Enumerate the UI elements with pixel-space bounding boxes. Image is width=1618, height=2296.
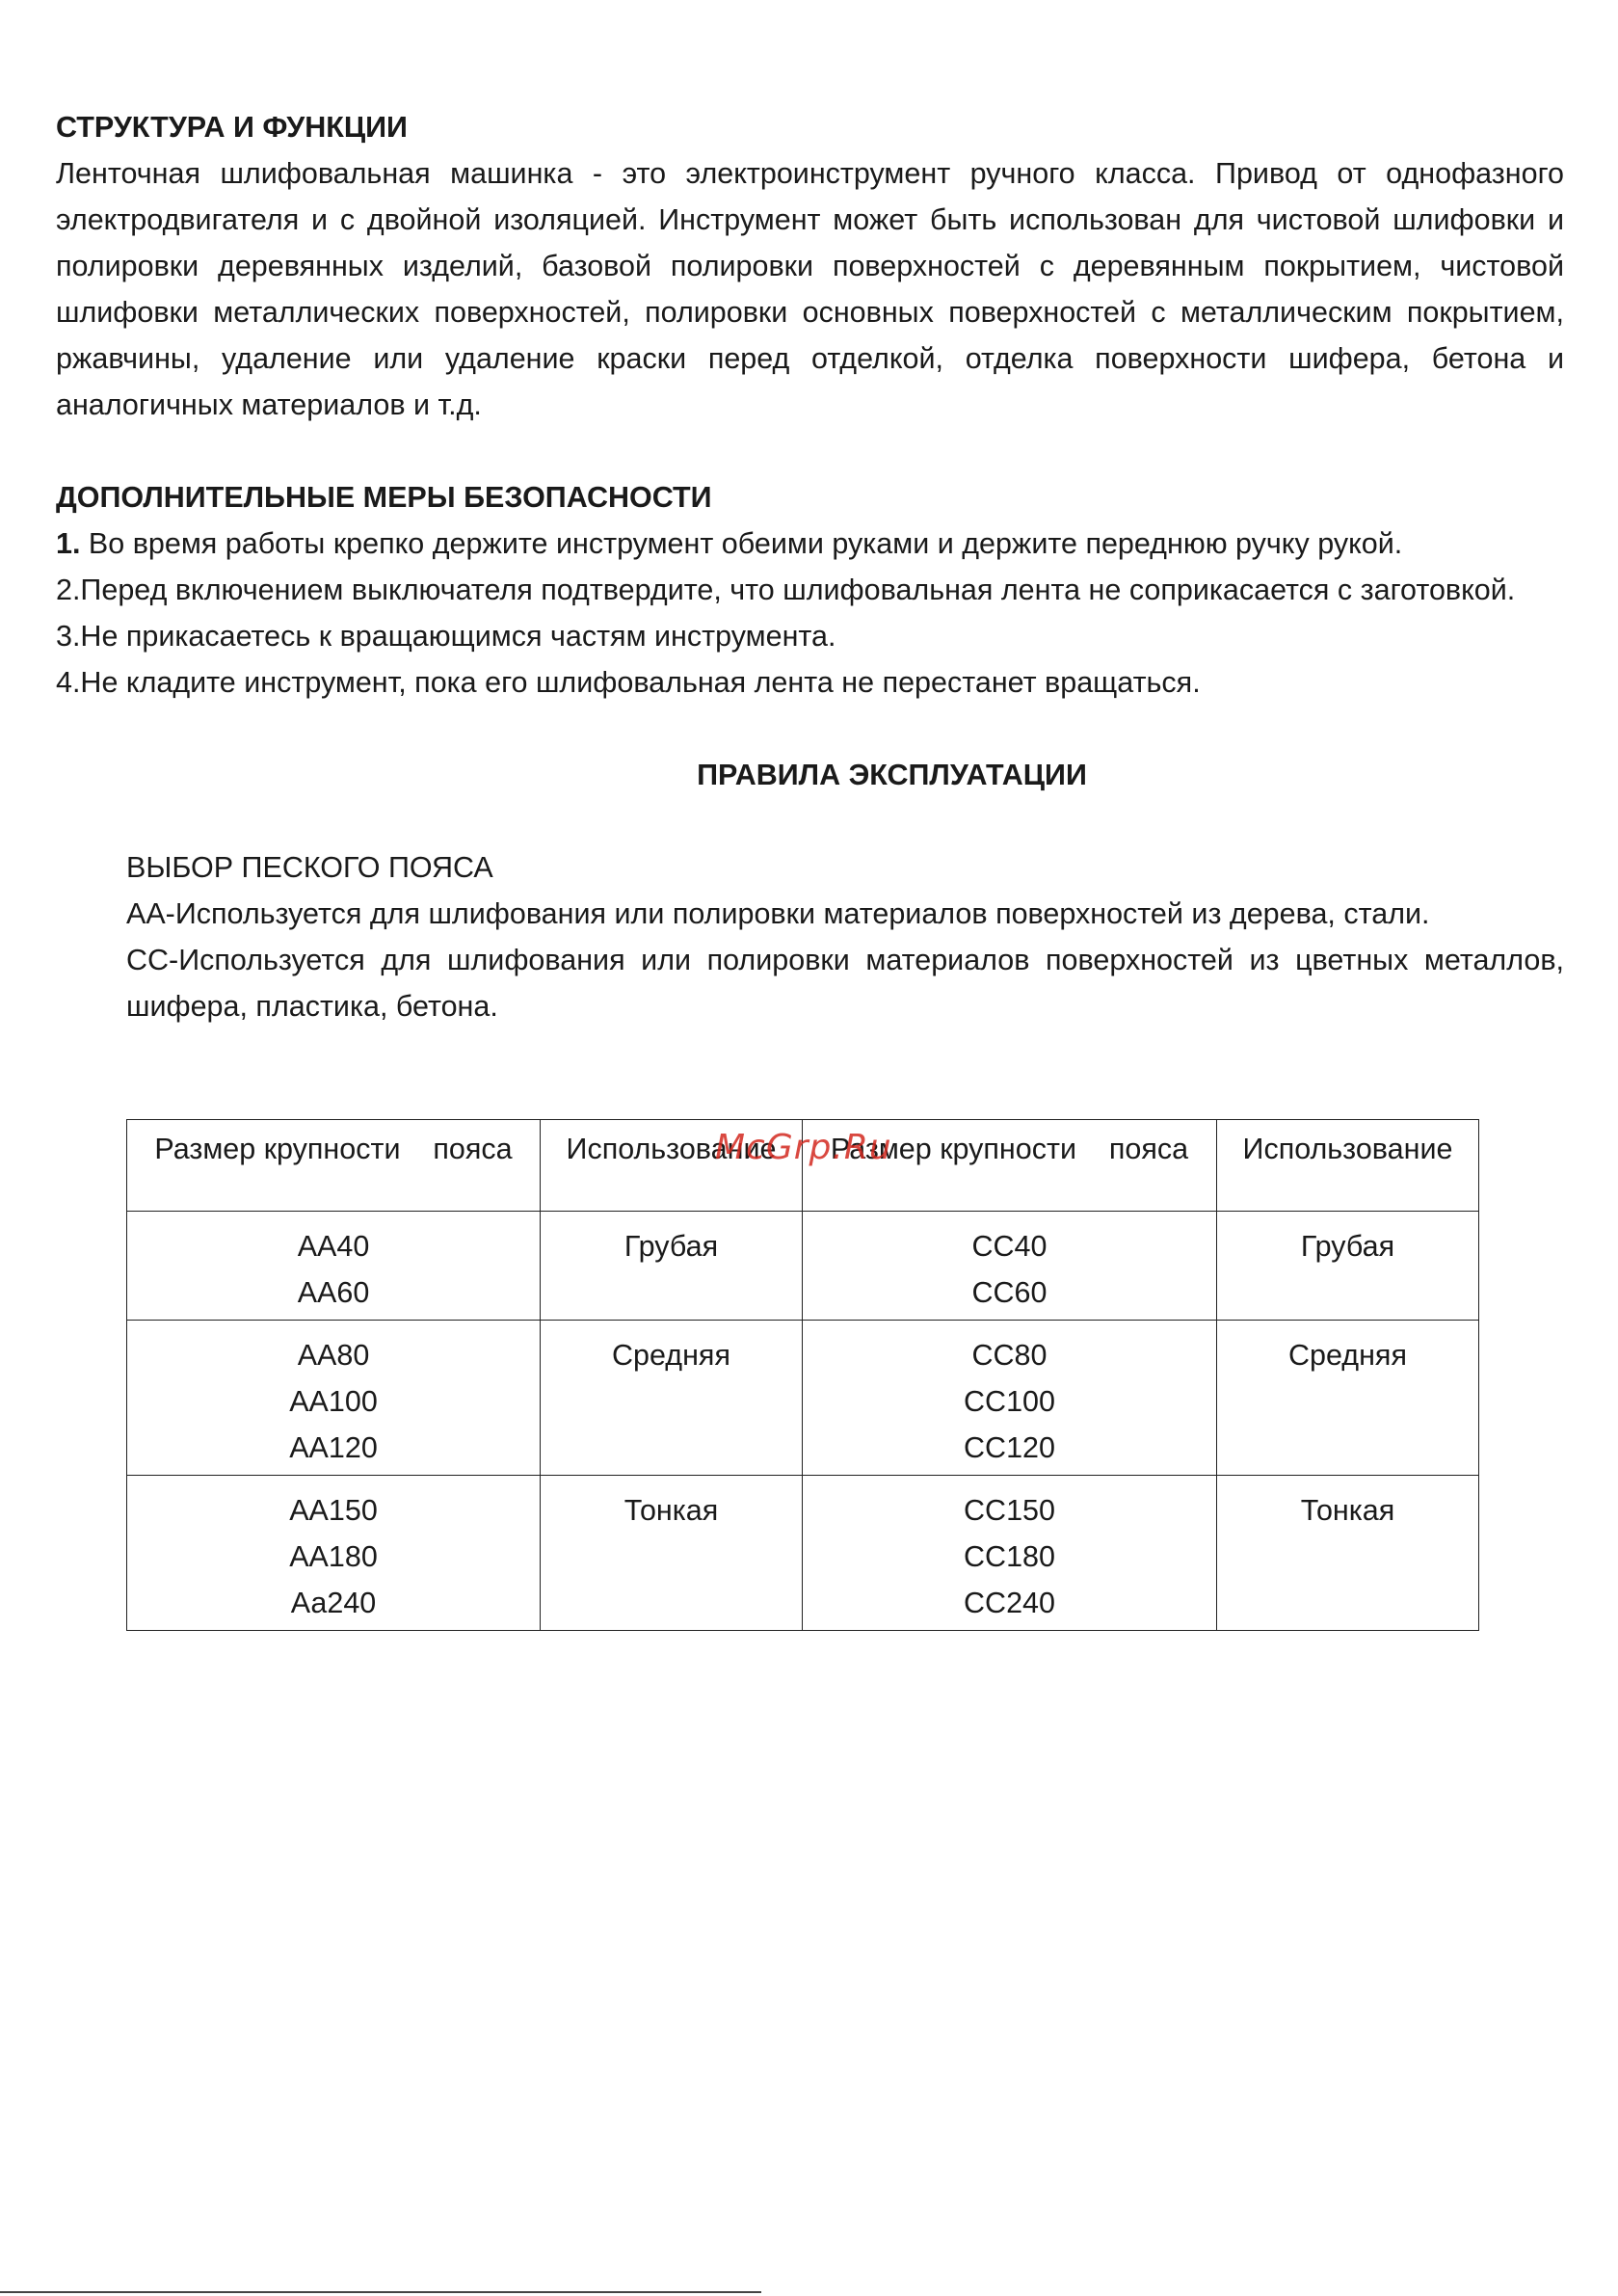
table-row [127,1476,1479,1631]
table-row [127,1321,1479,1476]
aa-grit-cell [127,1212,541,1321]
grit-value: СС180 [964,1540,1055,1573]
belt-aa-description: АА-Используется для шлифования или полировки материалов поверхностей из дерева, стали. [126,897,1430,930]
belt-cc-description: СС-Используется для шлифования или полировки материалов поверхностей из цветных металлов, шифера, пластика, бетона. [126,944,1564,1023]
aa-grit-cell [127,1321,541,1476]
grit-value: СС120 [964,1431,1055,1464]
section-title-operation: ПРАВИЛА ЭКСПЛУАТАЦИИ [697,759,1087,791]
safety-item-4: 4.Не кладите инструмент, пока его шлифовальная лента не перестанет вращаться. [56,666,1201,699]
table-row [127,1212,1479,1321]
header-cc-use: Использование [1217,1120,1479,1212]
grit-value: АА120 [289,1431,378,1464]
aa-use-cell: Тонкая [541,1476,803,1631]
grit-value: СС240 [964,1587,1055,1619]
grit-value: СС60 [971,1276,1048,1309]
grit-value: АА100 [289,1385,378,1418]
cc-grit-cell [803,1476,1217,1631]
header-aa-size: Размер крупности пояса [127,1120,541,1212]
grit-value: СС40 [971,1230,1048,1263]
header-cc-size: Размер крупности пояса [803,1120,1217,1212]
aa-use-cell: Грубая [541,1212,803,1321]
grit-value: СС100 [964,1385,1055,1418]
safety-item-1-number: 1. [56,527,81,560]
safety-item-1 [56,521,1564,567]
cc-grit-cell [803,1321,1217,1476]
grit-value: Аа240 [290,1587,377,1619]
grit-value: СС150 [964,1494,1055,1527]
belt-selection-subtitle: ВЫБОР ПЕСКОГО ПОЯСА [126,851,493,884]
document-page [56,104,1564,1029]
grit-value: АА80 [297,1339,370,1372]
aa-use-cell: Средняя [541,1321,803,1476]
aa-grit-cell [127,1476,541,1631]
cc-use-cell: Средняя [1217,1321,1479,1476]
grit-value: АА40 [297,1230,370,1263]
section-title-structure: СТРУКТУРА И ФУНКЦИИ [56,111,408,144]
grit-value: СС80 [971,1339,1048,1372]
grit-table [126,1119,1479,1631]
section-body-structure: Ленточная шлифовальная машинка - это электроинструмент ручного класса. Привод от однофазного электродвигателя и с двойной изоляцией. Инструмент может быть использован для чистовой шлифовки и полировки деревянных изделий, базовой полировки поверхностей с деревянным покрытием, чистовой шлифовки металлических поверхностей, полировки основных поверхностей с металлическим покрытием, ржавчины, удаление или удаление краски перед отделкой, отделка поверхности шифера, бетона и аналогичных материалов и т.д. [56,157,1564,421]
grit-value: АА60 [297,1276,370,1309]
safety-item-2: 2.Перед включением выключателя подтвердите, что шлифовальная лента не соприкасается с заготовкой. [56,574,1516,606]
cc-use-cell: Грубая [1217,1212,1479,1321]
safety-item-1-text: Во время работы крепко держите инструмент обеими руками и держите переднюю ручку рукой. [80,527,1403,560]
grit-value: АА180 [289,1540,378,1573]
belt-selection-block [126,844,1564,1029]
footer-divider [0,2291,761,2293]
section-title-safety: ДОПОЛНИТЕЛЬНЫЕ МЕРЫ БЕЗОПАСНОСТИ [56,481,712,514]
safety-item-3: 3.Не прикасаетесь к вращающимся частям инструмента. [56,620,836,653]
grit-value: АА150 [289,1494,378,1527]
watermark-logo: McGrp.Ru [715,1128,892,1167]
cc-grit-cell [803,1212,1217,1321]
header-aa-use: Использование [541,1120,803,1212]
cc-use-cell: Тонкая [1217,1476,1479,1631]
